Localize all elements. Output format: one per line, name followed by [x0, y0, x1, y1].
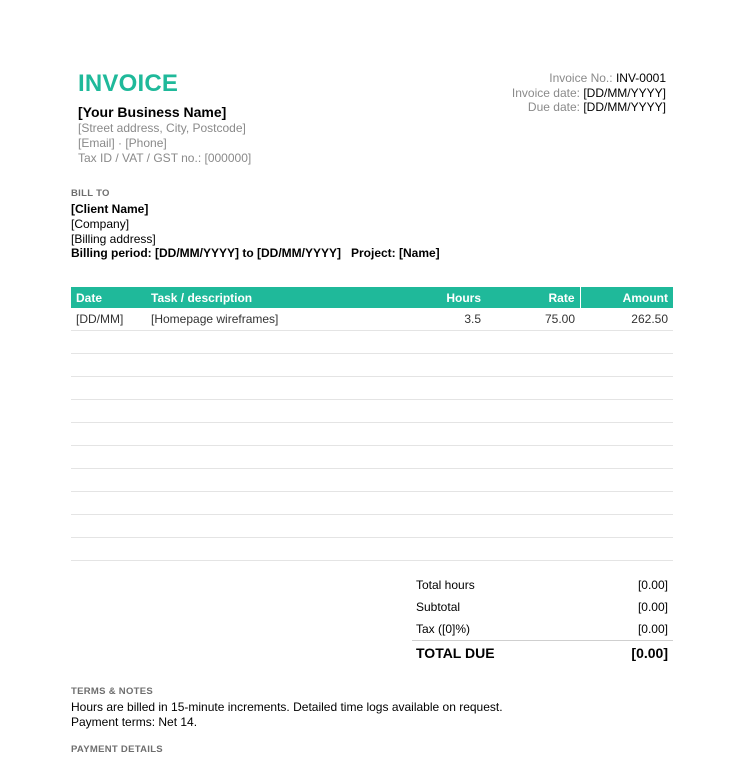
col-amount-header: Amount: [580, 287, 673, 308]
cell-date: [71, 354, 146, 377]
cell-amount: 262.50: [580, 308, 673, 331]
cell-amount: [580, 377, 673, 400]
bill-to-label: BILL TO: [71, 188, 110, 199]
cell-hours: [356, 377, 486, 400]
table-header-row: [71, 287, 673, 308]
client-address: [Billing address]: [71, 232, 156, 246]
tax-value: [0.00]: [637, 622, 668, 636]
cell-rate: [486, 400, 580, 423]
cell-date: [71, 423, 146, 446]
payment-details-label: PAYMENT DETAILS: [71, 744, 163, 755]
col-hours-header: Hours: [356, 287, 486, 308]
cell-amount: [580, 423, 673, 446]
invoice-title: INVOICE: [78, 70, 179, 97]
table-row: [71, 469, 673, 492]
client-name: [Client Name]: [71, 202, 149, 216]
cell-amount: [580, 354, 673, 377]
col-rate-header: Rate: [486, 287, 580, 308]
cell-amount: [580, 492, 673, 515]
client-company: [Company]: [71, 217, 130, 231]
cell-rate: [486, 423, 580, 446]
terms-line-1: Hours are billed in 15-minute increments. Detailed time logs available on request.: [71, 700, 503, 714]
total-due-row: [412, 640, 673, 664]
cell-rate: [486, 446, 580, 469]
cell-hours: [356, 515, 486, 538]
business-contact: [Email] · [Phone]: [78, 136, 167, 150]
cell-date: [71, 446, 146, 469]
col-task-header: Task / description: [146, 287, 356, 308]
billing-period: Billing period: [DD/MM/YYYY] to [DD/MM/YYYY] Project: [Name]: [71, 246, 440, 260]
total-due-value: [0.00]: [631, 644, 668, 661]
terms-block: [71, 700, 503, 730]
table-row: [71, 446, 673, 469]
cell-task: [146, 377, 356, 400]
cell-task: [146, 469, 356, 492]
cell-date: [71, 469, 146, 492]
cell-amount: [580, 400, 673, 423]
due-date-label: Due date:: [527, 100, 580, 114]
due-date: [DD/MM/YYYY]: [583, 100, 666, 114]
cell-rate: [486, 538, 580, 561]
cell-task: [146, 515, 356, 538]
col-date-header: Date: [71, 287, 146, 308]
cell-rate: [486, 331, 580, 354]
subtotal-label: Subtotal: [416, 600, 461, 614]
invoice-number-row: [512, 71, 666, 86]
cell-task: [146, 354, 356, 377]
cell-hours: [356, 423, 486, 446]
terms-label: TERMS & NOTES: [71, 686, 154, 697]
cell-rate: [486, 469, 580, 492]
business-name: [Your Business Name]: [78, 104, 227, 120]
tax-label: Tax ([0]%): [416, 622, 471, 636]
table-row: [71, 538, 673, 561]
cell-task: [146, 446, 356, 469]
table-row: [71, 377, 673, 400]
invoice-meta: [512, 71, 666, 115]
cell-amount: [580, 446, 673, 469]
subtotal-value: [0.00]: [637, 600, 668, 614]
cell-rate: [486, 492, 580, 515]
cell-task: [146, 423, 356, 446]
business-tax-id: Tax ID / VAT / GST no.: [000000]: [78, 151, 252, 165]
table-row: [71, 308, 673, 331]
cell-date: [71, 377, 146, 400]
cell-amount: [580, 538, 673, 561]
bill-to-block: [71, 202, 156, 247]
cell-rate: [486, 515, 580, 538]
cell-date: [71, 400, 146, 423]
table-row: [71, 515, 673, 538]
cell-task: [Homepage wireframes]: [146, 308, 356, 331]
cell-rate: 75.00: [486, 308, 580, 331]
table-row: [71, 423, 673, 446]
table-row: [71, 400, 673, 423]
total-hours-label: Total hours: [416, 578, 475, 592]
cell-amount: [580, 515, 673, 538]
line-items-table: [71, 287, 673, 561]
cell-amount: [580, 469, 673, 492]
total-hours-row: [412, 574, 673, 596]
total-due-label: TOTAL DUE: [416, 644, 495, 661]
cell-hours: [356, 469, 486, 492]
cell-task: [146, 538, 356, 561]
due-date-row: [512, 100, 666, 115]
invoice-date-label: Invoice date:: [511, 85, 580, 100]
tax-row: [412, 618, 673, 640]
cell-date: [DD/MM]: [71, 308, 146, 331]
invoice-date-row: [512, 86, 666, 101]
total-hours-value: [0.00]: [637, 578, 668, 592]
terms-line-2: Payment terms: Net 14.: [71, 715, 198, 729]
subtotal-row: [412, 596, 673, 618]
invoice-date: [DD/MM/YYYY]: [583, 85, 666, 100]
cell-hours: [356, 492, 486, 515]
cell-hours: [356, 331, 486, 354]
invoice-number: INV-0001: [615, 71, 666, 85]
business-address: [Street address, City, Postcode]: [78, 121, 246, 135]
cell-date: [71, 538, 146, 561]
invoice-number-label: Invoice No.:: [549, 71, 613, 85]
table-row: [71, 354, 673, 377]
table-row: [71, 492, 673, 515]
cell-hours: [356, 538, 486, 561]
table-row: [71, 331, 673, 354]
totals-block: [412, 574, 673, 664]
cell-hours: [356, 446, 486, 469]
cell-date: [71, 515, 146, 538]
cell-task: [146, 492, 356, 515]
cell-hours: [356, 400, 486, 423]
cell-date: [71, 331, 146, 354]
cell-task: [146, 400, 356, 423]
cell-hours: 3.5: [356, 308, 486, 331]
cell-date: [71, 492, 146, 515]
cell-rate: [486, 354, 580, 377]
cell-task: [146, 331, 356, 354]
cell-hours: [356, 354, 486, 377]
cell-rate: [486, 377, 580, 400]
cell-amount: [580, 331, 673, 354]
